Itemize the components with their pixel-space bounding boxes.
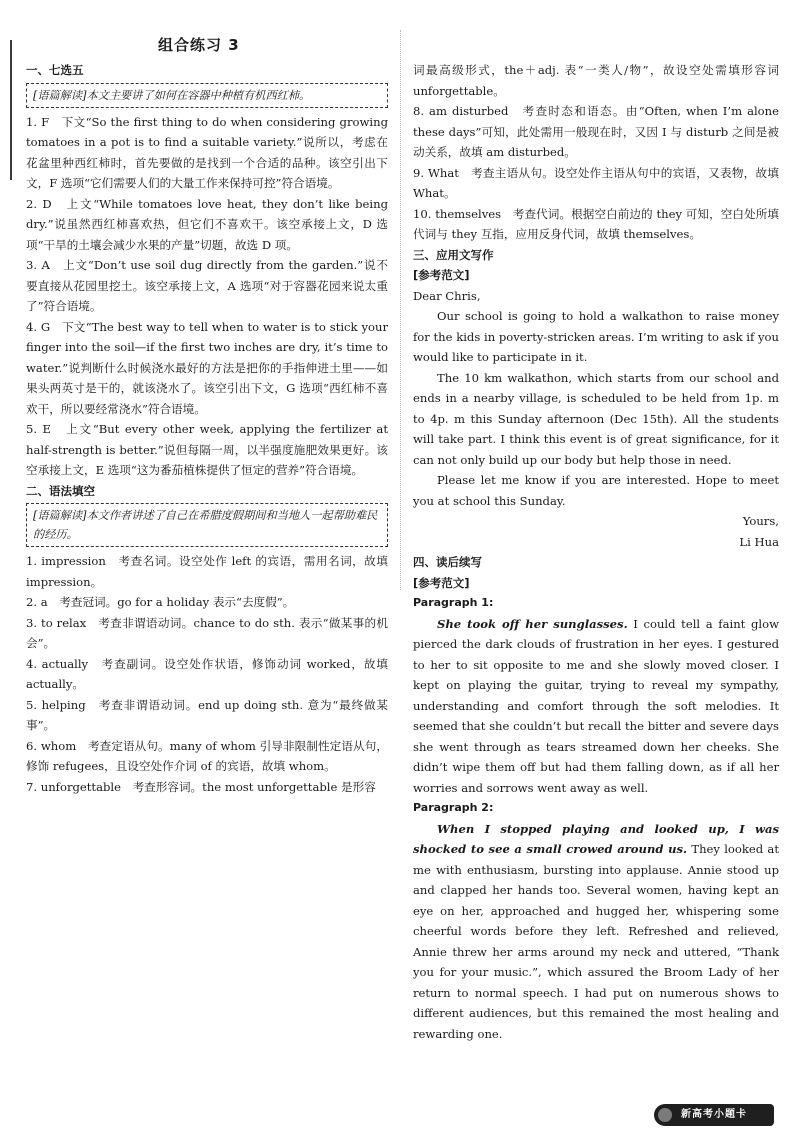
right-column <box>413 60 779 1044</box>
answer-item: 5. helping 考查非谓语动词。end up doing sth. 意为“最终做某事”。 <box>26 697 388 732</box>
continuation-paragraph <box>413 819 779 1045</box>
answer-item: 9. What 考查主语从句。设空处作主语从句中的宾语，又表物，故填 What。 <box>413 165 779 200</box>
answer-item: 6. whom 考查定语从句。many of whom 引导非限制性定语从句，修饰 refugees，且设空处作介词 of 的宾语，故填 whom。 <box>26 738 388 773</box>
reference-essay-label: [参考范文] <box>413 575 470 590</box>
reading-guide-box: [语篇解读]本文作者讲述了自己在希腊度假期间和当地人一起帮助难民的经历。 <box>26 503 388 547</box>
continuation-paragraph <box>413 614 779 799</box>
paragraph-body: They looked at me with enthusiasm, bursting into applause. Annie stood up and clapped her hands too. Several women, having kept an eye on her, approached and hugged her, whispering some cheerful words before they left. Refreshed and relieved, Annie threw her arms around my neck and uttered, “Thank you for your music.”, which assured the Broom Lady of her return to normal speech. I had put on numerous shows to different audiences, but this remained the most healing and rewarding one. <box>413 842 779 1041</box>
reference-essay-label: [参考范文] <box>413 268 470 282</box>
column-divider <box>400 30 407 590</box>
answer-item: 10. themselves 考查代词。根据空白前边的 they 可知，空白处所填代词与 they 互指，应用反身代词，故填 themselves。 <box>413 206 779 241</box>
answer-item-continued: 词最高级形式，the＋adj. 表“一类人/物”，故设空处需填形容词 unforgettable。 <box>413 63 779 98</box>
letter-paragraph: Our school is going to hold a walkathon to raise money for the kids in poverty-stricken areas. I’m writing to ask if you would like to participate in it. <box>413 309 779 364</box>
answer-item: 2. a 考查冠词。go for a holiday 表示“去度假”。 <box>26 595 295 609</box>
section-heading-seven-choose-five: 一、七选五 <box>26 63 84 77</box>
section-heading-practical-writing: 三、应用文写作 <box>413 247 494 262</box>
answer-item: 2. D 上文“While tomatoes love heat, they don’t like being dry.”说虽然西红柿喜欢热，但它们不喜欢干。该空承接上文，D 选项“干旱的土壤会减少水果的产量”切题，故选 D 项。 <box>26 196 388 252</box>
sample-letter <box>413 286 779 553</box>
letter-closing: Yours, <box>742 514 779 528</box>
left-column <box>26 60 388 797</box>
publisher-badge: 新高考小题卡 <box>654 1104 774 1126</box>
letter-signature: Li Hua <box>739 534 779 549</box>
binding-rule <box>10 40 12 180</box>
section-heading-continuation-writing: 四、读后续写 <box>413 555 482 569</box>
answer-item: 4. G 下文“The best way to tell when to water is to stick your finger into the soil—if the first two inches are dry, it’s time to water.”说判断什么时候浇水最好的方法是把你的手指伸进土里——如果头两英寸是干的，就该浇水了。该空引出下文，G 选项“西红柿不喜欢干，所以要经常浇水”符合语境。 <box>26 319 388 416</box>
answer-item: 1. impression 考查名词。设空处作 left 的宾语，需用名词，故填 impression。 <box>26 554 388 589</box>
letter-paragraph: Please let me know if you are interested. Hope to meet you at school this Sunday. <box>413 473 779 508</box>
paragraph-label: Paragraph 1: <box>413 596 494 609</box>
answer-item: 3. A 上文“Don’t use soil dug directly from the garden.”说不要直接从花园里挖土。该空承接上文，A 选项“对于容器花园来说太重了”符合语境。 <box>26 258 388 313</box>
section-heading-grammar-fill: 二、语法填空 <box>26 483 95 498</box>
paragraph-lead: When I stopped playing and looked up, I was shocked to see a small crowed around us. <box>413 821 779 856</box>
answer-item: 7. unforgettable 考查形容词。the most unforgettable 是形容 <box>26 779 376 794</box>
answer-item: 1. F 下文“So the first thing to do when considering growing tomatoes in a pot is to find a suitable variety.”说所以，考虑在花盆里种西红柿时，首先要做的是找到一个合适的品种。该空引出下文，F 选项“它们需要人们的大量工作来保持可控”符合语境。 <box>26 114 388 190</box>
answer-item: 4. actually 考查副词。设空处作状语，修饰动词 worked，故填 actually。 <box>26 656 388 691</box>
answer-item: 3. to relax 考查非谓语动词。chance to do sth. 表示“做某事的机会”。 <box>26 615 388 650</box>
letter-paragraph: The 10 km walkathon, which starts from our school and ends in a nearby village, is scheduled to be held from 1p. m to 4p. m this Sunday afternoon (Dec 15th). All the students will take part. I think this event is of great significance, for it can not only build up our body but help those in need. <box>413 370 779 467</box>
paragraph-lead: She took off her sunglasses. <box>437 616 628 631</box>
paragraph-body: I could tell a faint glow pierced the dark clouds of frustration in her eyes. I gestured to her to sit opposite to me and she slowly moved closer. I kept on playing the guitar, trying to reveal my sympathy, understanding and comfort through the soft melodies. It seemed that she couldn’t but recall the bitter and severe days she went through as tears streamed down her cheeks. She didn’t wipe them off but had them falling down, as if all her worries and sorrows went away as well. <box>413 616 779 795</box>
letter-greeting: Dear Chris, <box>413 288 481 303</box>
answer-item: 8. am disturbed 考查时态和语态。由“Often, when I’m alone these days”可知，此处需用一般现在时，又因 I 与 disturb 之间是被动关系，故填 am disturbed。 <box>413 104 779 159</box>
answer-item: 5. E 上文“But every other week, applying the fertilizer at half-strength is better.”说但每隔一周，以半强度施肥效果更好。该空承接上文，E 选项“这为番茄植株提供了恒定的营养”符合语境。 <box>26 422 388 477</box>
reading-guide-box: [语篇解读]本文主要讲了如何在容器中种植有机西红柿。 <box>26 83 388 108</box>
page-title: 组合练习 3 <box>158 36 240 54</box>
paragraph-label: Paragraph 2: <box>413 801 494 814</box>
